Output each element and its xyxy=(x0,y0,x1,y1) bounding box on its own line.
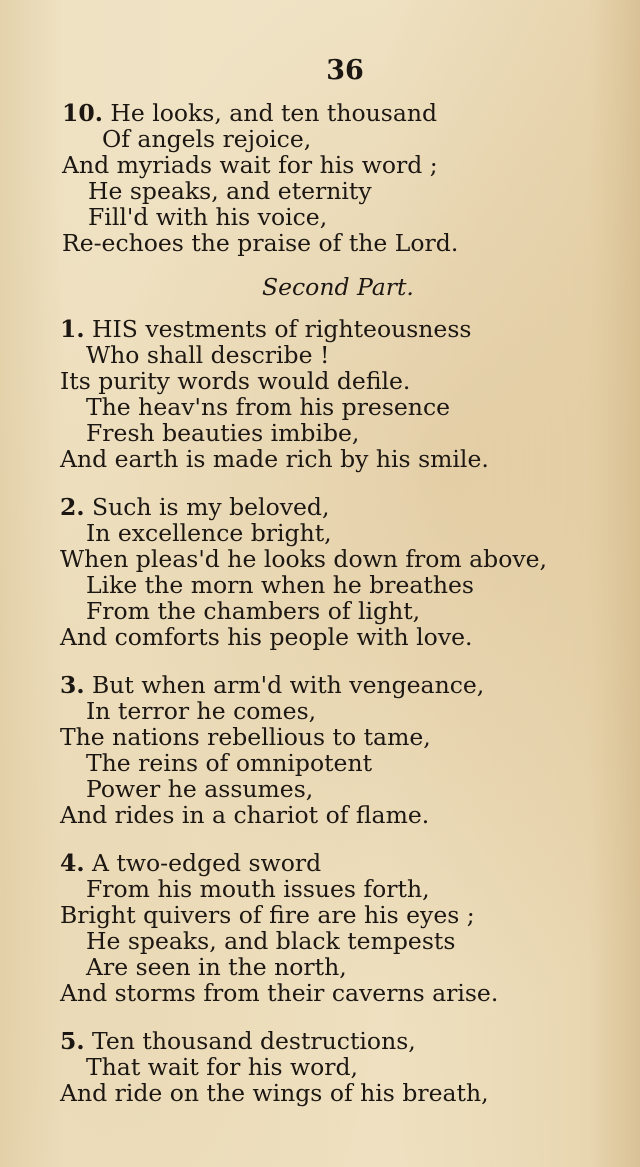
stanza-2-line-3: When pleas'd he looks down from above, xyxy=(60,545,548,573)
stanza-4-line-5: Are seen in the north, xyxy=(86,953,347,981)
stanza-1-line-6: And earth is made rich by his smile. xyxy=(60,445,489,473)
stanza-10-line-5: Fill'd with his voice, xyxy=(88,203,328,231)
stanza-10-number: 10. xyxy=(62,99,103,127)
stanza-1-line-4: The heav'ns from his presence xyxy=(86,393,451,421)
stanza-2-line-5: From the chambers of light, xyxy=(86,597,421,625)
stanza-1-line-3: Its purity words would defile. xyxy=(60,367,411,395)
stanza-2-line-2: In excellence bright, xyxy=(86,519,332,547)
stanza-1-line-1: 1. HIS vestments of righteousness xyxy=(60,315,472,343)
stanza-2-line-1: 2. Such is my beloved, xyxy=(60,493,330,521)
stanza-4-number: 4. xyxy=(60,849,85,877)
stanza-10-line-1: 10. He looks, and ten thousand xyxy=(62,99,438,127)
stanza-4-line-3: Bright quivers of fire are his eyes ; xyxy=(60,901,475,929)
stanza-4-line-4: He speaks, and black tempests xyxy=(86,927,456,955)
stanza-3-number: 3. xyxy=(60,671,85,699)
stanza-2-line-4: Like the morn when he breathes xyxy=(86,571,474,599)
stanza-5-number: 5. xyxy=(60,1027,85,1055)
page-number: 36 xyxy=(326,55,364,86)
stanza-3-line-3: The nations rebellious to tame, xyxy=(60,723,431,751)
stanza-3-line-1: 3. But when arm'd with vengeance, xyxy=(60,671,485,699)
stanza-10-line-4: He speaks, and eternity xyxy=(88,177,372,205)
stanza-3-line-6: And rides in a chariot of flame. xyxy=(60,801,430,829)
section-heading: Second Part. xyxy=(262,273,414,301)
stanza-2-number: 2. xyxy=(60,493,85,521)
stanza-3-line-4: The reins of omnipotent xyxy=(86,749,373,777)
stanza-4-line-1: 4. A two-edged sword xyxy=(60,849,322,877)
stanza-3-line-5: Power he assumes, xyxy=(86,775,314,803)
stanza-1-line-2: Who shall describe ! xyxy=(86,341,330,369)
stanza-10-line-2: Of angels rejoice, xyxy=(102,125,312,153)
stanza-5-line-1: 5. Ten thousand destructions, xyxy=(60,1027,416,1055)
stanza-5-line-3: And ride on the wings of his breath, xyxy=(60,1079,489,1107)
stanza-10-line-6: Re-echoes the praise of the Lord. xyxy=(62,229,459,257)
stanza-1-line-5: Fresh beauties imbibe, xyxy=(86,419,360,447)
stanza-3-line-2: In terror he comes, xyxy=(86,697,317,725)
stanza-4-line-6: And storms from their caverns arise. xyxy=(60,979,499,1007)
stanza-10-line-3: And myriads wait for his word ; xyxy=(62,151,438,179)
stanza-5-line-2: That wait for his word, xyxy=(86,1053,359,1081)
stanza-4-line-2: From his mouth issues forth, xyxy=(86,875,430,903)
stanza-2-line-6: And comforts his people with love. xyxy=(60,623,473,651)
stanza-1-number: 1. xyxy=(60,315,85,343)
